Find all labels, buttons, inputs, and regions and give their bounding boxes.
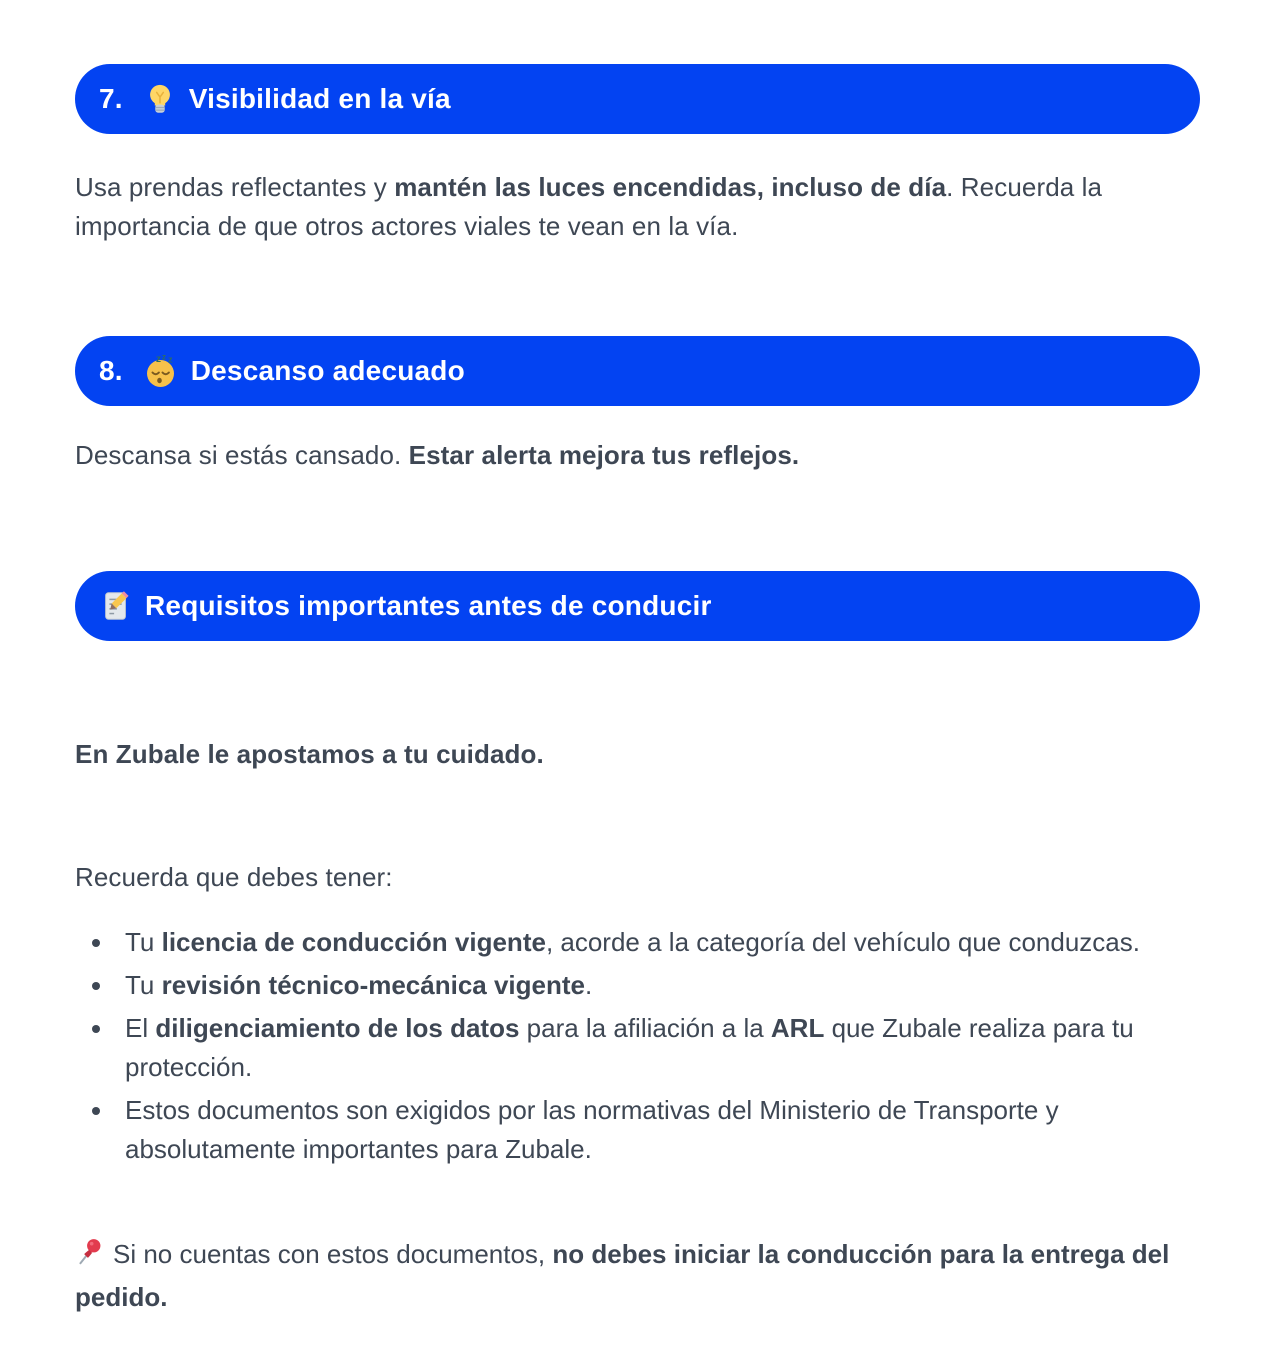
list-item: • Tu licencia de conducción vigente, acorde a la categoría del vehículo que conduzcas. bbox=[115, 923, 1175, 962]
section-title: Requisitos importantes antes de conducir bbox=[145, 590, 712, 621]
requirements-list bbox=[75, 923, 1200, 1169]
section-title: Descanso adecuado bbox=[190, 355, 465, 386]
pushpin-icon bbox=[75, 1237, 105, 1278]
svg-text:z: z bbox=[167, 354, 173, 365]
sleeping-face-icon bbox=[143, 353, 179, 389]
section-banner-requirements bbox=[75, 571, 1200, 641]
section-number: 7. bbox=[99, 83, 131, 114]
section-number: 8. bbox=[99, 355, 131, 386]
paragraph-rest: Descansa si estás cansado. Estar alerta mejora tus reflejos. bbox=[75, 440, 800, 470]
warning-text: Si no cuentas con estos documentos, no debes iniciar la conducción para la entrega del pedido. bbox=[75, 1239, 1170, 1312]
warning-note bbox=[75, 1235, 1190, 1317]
paragraph-visibility: Usa prendas reflectantes y mantén las luces encendidas, incluso de día. Recuerda la importancia de que otros actores viales te vean en la vía. bbox=[75, 172, 1103, 241]
section-banner-rest bbox=[75, 336, 1200, 406]
intro-bold-line: En Zubale le apostamos a tu cuidado. bbox=[75, 739, 544, 769]
section-banner-visibility bbox=[75, 64, 1200, 134]
list-item: • El diligenciamiento de los datos para la afiliación a la ARL que Zubale realiza para tu protección. bbox=[115, 1009, 1175, 1087]
list-item: • Tu revisión técnico-mecánica vigente. bbox=[115, 966, 1175, 1005]
memo-icon bbox=[99, 589, 133, 623]
svg-text:z: z bbox=[155, 354, 161, 365]
svg-text:z: z bbox=[161, 353, 166, 362]
light-bulb-icon bbox=[143, 82, 177, 116]
list-intro-line: Recuerda que debes tener: bbox=[75, 862, 393, 892]
section-title: Visibilidad en la vía bbox=[188, 83, 451, 114]
list-item: • Estos documentos son exigidos por las normativas del Ministerio de Transporte y absolutamente importantes para Zubale. bbox=[115, 1091, 1175, 1169]
